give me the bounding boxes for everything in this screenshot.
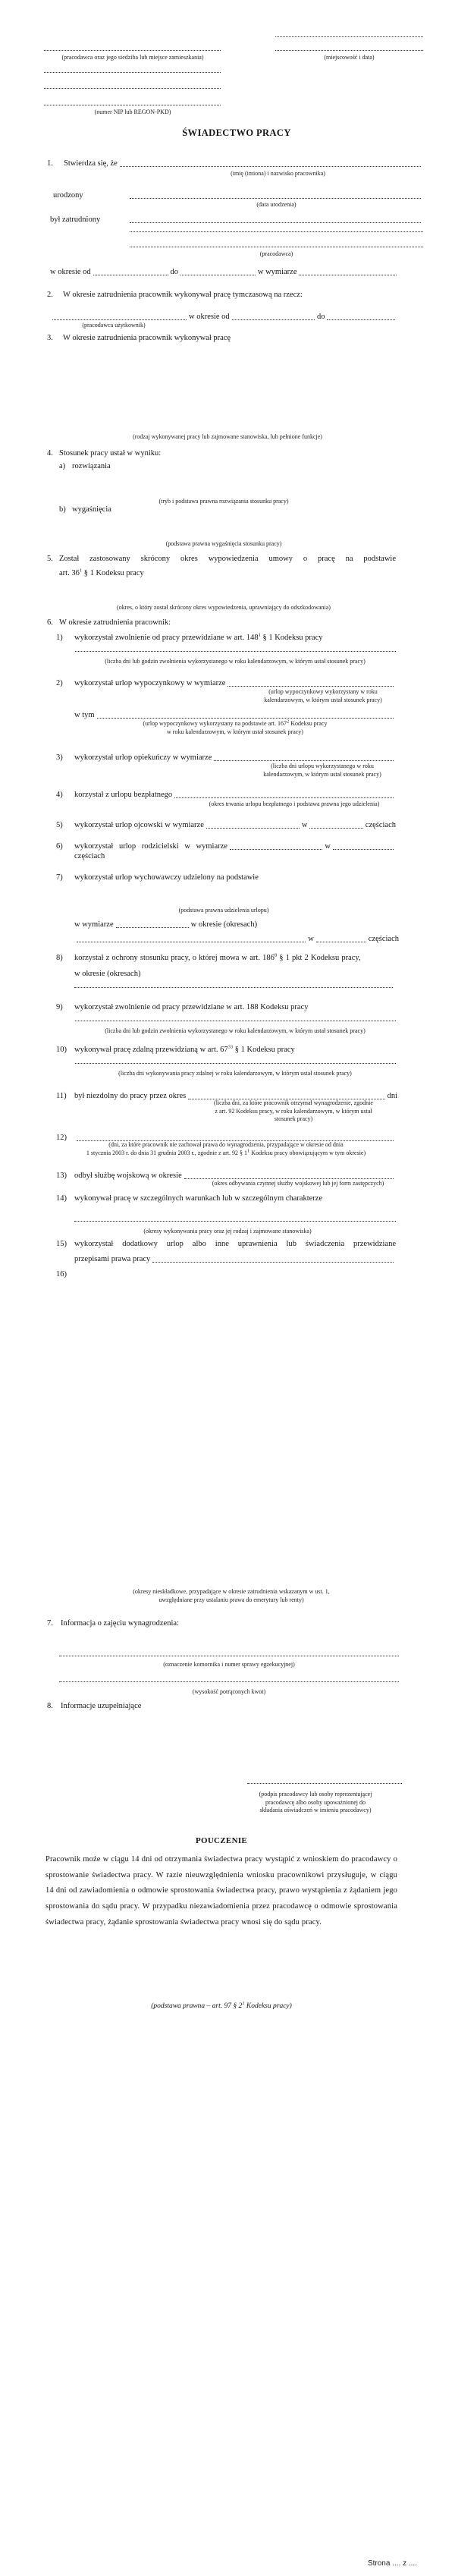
- item6-2-wtym-caption: [74, 720, 396, 736]
- item1-lead-text: Stwierdza się, że: [64, 159, 118, 168]
- item6-4-caption: (okres trwania urlopu bezpłatnego i podstawa prawna jego udzielenia): [209, 800, 380, 807]
- period-dimension-label: w wymiarze: [257, 268, 297, 276]
- item6-13-text: odbył służbę wojskową w okresie: [74, 1172, 182, 1180]
- item6-10-text: [74, 1045, 295, 1055]
- birth-date-field: [130, 198, 421, 199]
- employment-period-line: [50, 267, 399, 277]
- item6-12-cap2-sup: 1: [247, 1147, 250, 1153]
- item6-10-pre: wykonywał pracę zdalną przewidzianą w art. 67: [74, 1046, 228, 1054]
- item6-11-marker: 11): [56, 1092, 67, 1100]
- employer-name-caption: (pracodawca): [259, 250, 293, 257]
- item2-text: W okresie zatrudnienia pracownik wykonywał pracę tymczasową na rzecz:: [63, 291, 303, 299]
- item6-2-caption: [253, 688, 393, 704]
- work-type-caption: (rodzaj wykonywanej pracy lub zajmowane stanowiska, lub pełnione funkcje): [133, 433, 322, 440]
- item6-7-line2: [74, 920, 303, 929]
- item6-6-field2: [333, 849, 394, 850]
- item5-caption: (okres, o który został skrócony okres wypowiedzenia, uprawniający do odszkodowania): [117, 604, 331, 611]
- item6-14-caption: (okresy wykonywania pracy oraz jej rodzaj i zajmowane stanowiska): [143, 1228, 312, 1235]
- item6-15-text2: przepisami prawa pracy: [74, 1255, 151, 1263]
- item6-3-marker: 3): [56, 753, 63, 762]
- item5-text-line1: Został zastosowany skrócony okres wypowiedzenia umowy o pracę na podstawie: [59, 555, 396, 563]
- item7-number: 7.: [47, 1619, 53, 1628]
- item6-1-text: [74, 633, 322, 643]
- item6-5-marker: 5): [56, 821, 63, 829]
- item6-2-wtym-cap-post: Kodeksu pracy: [289, 720, 328, 727]
- item4b-caption: (podstawa prawna wygaśnięcia stosunku pracy): [165, 540, 282, 547]
- employer-name-field-2: [130, 231, 423, 232]
- signature-caption-line3: składania oświadczeń w imieniu pracodawcy): [259, 1807, 372, 1813]
- item6-14-line: [56, 1194, 423, 1203]
- item6-2-marker: 2): [56, 679, 63, 687]
- signature-field: [247, 1783, 402, 1784]
- employer-caption: (pracodawca oraz jego siedziba lub miejsce zamieszkania): [61, 54, 204, 61]
- item6-16-caption-line2: uwzględniane przy ustalaniu prawa do emerytury lub renty): [158, 1596, 304, 1603]
- item6-4-marker: 4): [56, 791, 63, 799]
- pouczenie-title: POUCZENIE: [195, 1836, 248, 1845]
- item6-5-field1: [206, 828, 300, 829]
- item6-13-marker: 13): [56, 1172, 67, 1180]
- born-label: urodzony: [53, 191, 83, 200]
- item6-3-line: [56, 753, 396, 763]
- item6-10-caption: (liczba dni wykonywania pracy zdalnej w roku kalendarzowym, w którym ustał stosunek pracy): [118, 1070, 352, 1077]
- item4a-text: rozwiązania: [72, 462, 111, 470]
- item7-text: Informacja o zajęciu wynagrodzenia:: [61, 1619, 179, 1628]
- item1-line: [47, 159, 423, 168]
- item6-15-line1: wykorzystał dodatkowy urlop albo inne uprawnienia lub świadczenia przewidziane: [74, 1240, 396, 1248]
- item6-3-field: [214, 760, 394, 761]
- item6-2-text: wykorzystał urlop wypoczynkowy w wymiarze: [74, 679, 226, 687]
- item6-9-caption: (liczba dni lub godzin zwolnienia wykorzystanego w roku kalendarzowym, w którym ustał stosunek pracy): [105, 1027, 366, 1034]
- item6-7-line3: [74, 934, 399, 944]
- item2-to-label: do: [316, 313, 325, 321]
- item7-caption2: (wysokość potrąconych kwot): [192, 1688, 266, 1695]
- place-date-field-line-2: [275, 50, 423, 51]
- signature-caption-line1: (podpis pracodawcy lub osoby reprezentującej: [259, 1791, 372, 1798]
- born-line: [53, 190, 423, 200]
- item6-7-caption: (podstawa prawna udzielenia urlopu): [178, 907, 269, 914]
- item6-1-post: § 1 Kodeksu pracy: [260, 634, 323, 642]
- item6-8-post: § 1 pkt 2 Kodeksu pracy,: [277, 954, 361, 962]
- item6-5-field2: [309, 828, 362, 829]
- item6-3-text: wykorzystał urlop opiekuńczy w wymiarze: [74, 753, 212, 762]
- item6-number: 6.: [47, 618, 53, 627]
- item6-10-sup: 33: [228, 1044, 234, 1050]
- item6-6-text2: w: [325, 842, 331, 851]
- item6-12-caption: [50, 1141, 402, 1157]
- employee-name-field: [120, 166, 421, 167]
- item6-12-caption-line1: (dni, za które pracownik nie zachował prawa do wynagrodzenia, przypadające w okresie od dnia: [108, 1141, 344, 1148]
- item4-number: 4.: [47, 449, 53, 458]
- period-from-label: w okresie od: [50, 268, 91, 276]
- item6-5-line: [56, 820, 396, 830]
- item5-art-post: § 1 Kodeksu pracy: [82, 569, 144, 577]
- item6-1-pre: wykorzystał zwolnienie od pracy przewidziane w art. 148: [74, 634, 259, 642]
- item6-13-caption: (okres odbywania czynnej służby wojskowej lub jej form zastępczych): [212, 1180, 384, 1187]
- item6-8-line2: w okresie (okresach): [74, 970, 141, 978]
- item6-3-caption-line1: (liczba dni urlopu wykorzystanego w roku: [271, 763, 374, 769]
- legal-basis-note: [46, 2002, 397, 2011]
- item6-6-line: [56, 841, 396, 851]
- item6-8-marker: 8): [56, 954, 63, 962]
- item6-2-caption-line2: kalendarzowym, w którym ustał stosunek pracy): [264, 696, 382, 703]
- item6-1-marker: 1): [56, 634, 63, 642]
- item6-12-marker: 12): [56, 1134, 67, 1142]
- item6-5-text2: w: [301, 821, 308, 829]
- user-employer-field: [52, 319, 187, 320]
- item6-8-text: [74, 953, 361, 963]
- item6-10-post: § 1 Kodeksu pracy: [233, 1046, 295, 1054]
- signature-caption: [240, 1791, 391, 1815]
- item5-art-pre: art. 36: [59, 569, 80, 577]
- item6-2-wtym-cap-pre: (urlop wypoczynkowy wykorzystany na podstawie art. 167: [143, 720, 287, 727]
- item8-line: [47, 1701, 423, 1711]
- item5-text-line2: [59, 568, 144, 578]
- employer-field-line-2: [44, 72, 221, 73]
- item6-2-wtym-caption-line1: [74, 720, 396, 728]
- item5-number: 5.: [47, 555, 53, 563]
- item6-7-line: [56, 873, 423, 882]
- item6-1-field: [75, 651, 396, 652]
- item6-6-text3: częściach: [74, 852, 105, 860]
- item6-7-l2b: w okresie (okresach): [190, 920, 258, 929]
- item6-2-wtym-field: [97, 718, 394, 719]
- item6-11-caption: [200, 1099, 387, 1124]
- item6-1-caption: (liczba dni lub godzin zwolnienia wykorzystanego w roku kalendarzowym, w którym ustał stosunek pracy): [105, 658, 366, 665]
- item6-1-line: [56, 633, 423, 643]
- item4-text: Stosunek pracy ustał w wyniku:: [59, 449, 162, 458]
- item4b-text: wygaśnięcia: [72, 505, 111, 514]
- item6-4-text: korzystał z urlopu bezpłatnego: [74, 791, 173, 799]
- item6-6-text1: wykorzystał urlop rodzicielski w wymiarze: [74, 842, 228, 851]
- item6-11-caption-line3: stosunek pracy): [274, 1115, 313, 1122]
- item6-8-line: [56, 953, 413, 963]
- item6-16-marker: 16): [56, 1270, 67, 1279]
- item6-9-text: wykorzystał zwolnienie od pracy przewidziane w art. 188 Kodeksu pracy: [74, 1003, 309, 1011]
- item3-number: 3.: [47, 334, 53, 342]
- item6-11-text: był niezdolny do pracy przez okres: [74, 1092, 187, 1100]
- item6-12-cap2-pre: 1 stycznia 2003 r. do dnia 31 grudnia 2003 r., zgodnie z art. 92 § 1: [86, 1149, 248, 1156]
- item6-7-text: wykorzystał urlop wychowawczy udzielony na podstawie: [74, 873, 259, 882]
- item4a-caption: (tryb i podstawa prawna rozwiązania stosunku pracy): [158, 498, 289, 505]
- item6-7-l3a: w: [308, 935, 314, 943]
- item4a-marker: a): [59, 462, 66, 470]
- item6-12-cap2-post: Kodeksu pracy obowiązującym w tym okresie): [249, 1149, 366, 1156]
- item4-line: [47, 448, 423, 458]
- employed-line: [50, 215, 423, 225]
- item6-2-caption-line1: (urlop wypoczynkowy wykorzystany w roku: [268, 688, 378, 695]
- legal-basis-pre: (podstawa prawna – art. 97 § 2: [151, 2002, 243, 2010]
- legal-basis-sup: 1: [242, 2000, 245, 2006]
- item6-6-marker: 6): [56, 842, 63, 851]
- item2-line: [47, 290, 423, 300]
- item6-9-line: [56, 1002, 423, 1012]
- item3-line: [47, 333, 423, 343]
- period-to-label: do: [170, 268, 179, 276]
- item5-art-sup: 1: [79, 568, 83, 574]
- item6-15-line2: [74, 1254, 396, 1264]
- item6-text: W okresie zatrudnienia pracownik:: [59, 618, 171, 627]
- place-date-caption: (miejscowość i data): [324, 54, 375, 61]
- item8-number: 8.: [47, 1702, 53, 1710]
- item2-from-label: w okresie od: [188, 313, 230, 321]
- item4a-line: [59, 461, 423, 471]
- item6-14-marker: 14): [56, 1194, 67, 1203]
- pouczenie-body: Pracownik może w ciągu 14 dni od otrzymania świadectwa pracy wystąpić z wnioskiem do pracodawcy o sprostowanie świadectwa pracy. W razie nieuwzględnienia wniosku pracownikowi przysługuje, w ciągu 14 dni od zawiadomienia o odmowie sprostowania świadectwa pracy, prawo wystąpienia z żądaniem jego sprostowania do sądu pracy. W przypadku niezawiadomienia przez pracodawcę o odmowie sprostowania świadectwa pracy, żądanie sprostowania świadectwa pracy wnosi się do sądu pracy.: [46, 1855, 397, 1926]
- item7-caption1: (oznaczenie komornika i numer sprawy egzekucyjnej): [163, 1661, 295, 1668]
- item6-11-caption-line1: (liczba dni, za które pracownik otrzymał wynagrodzenie, zgodnie: [214, 1099, 373, 1106]
- place-date-field-line-1: [275, 36, 423, 37]
- employer-field-line-1: [44, 50, 221, 51]
- item6-11-caption-line2: z art. 92 Kodeksu pracy, w roku kalendarzowym, w którym ustał: [215, 1107, 372, 1115]
- item6-5-text3: częściach: [365, 821, 396, 829]
- document-title: ŚWIADECTWO PRACY: [182, 127, 291, 138]
- item6-15-field: [152, 1262, 394, 1263]
- item6-2-wtym-line: [74, 710, 396, 720]
- item6-12-caption-line2: [50, 1147, 402, 1158]
- item1-number: 1.: [47, 159, 53, 168]
- item6-2-field: [228, 686, 394, 687]
- legal-basis-post: Kodeksu pracy): [244, 2002, 292, 2010]
- item2-from-field: [232, 319, 315, 320]
- item6-2-wtym-caption-line2: w roku kalendarzowym, w którym ustał stosunek pracy): [167, 728, 303, 735]
- page-number-footer: Strona .... z ....: [367, 2559, 417, 2568]
- signature-caption-line2: pracodawcę albo osoby upoważnionej do: [265, 1798, 366, 1806]
- user-employer-caption: (pracodawca użytkownik): [82, 322, 146, 329]
- item6-5-text1: wykorzystał urlop ojcowski w wymiarze: [74, 821, 204, 829]
- item8-text: Informacje uzupełniające: [61, 1702, 142, 1710]
- item6-9-marker: 9): [56, 1003, 63, 1011]
- item6-14-field: [74, 1221, 396, 1222]
- employer-field-line-3: [44, 88, 221, 89]
- item6-1-sup: 1: [258, 632, 261, 638]
- item2-number: 2.: [47, 291, 53, 299]
- item6-8-pre: korzystał z ochrony stosunku pracy, o której mowa w art. 186: [74, 954, 275, 962]
- employed-label: był zatrudniony: [50, 215, 101, 224]
- item6-2-wtym-label: w tym: [74, 711, 95, 719]
- item6-7-marker: 7): [56, 873, 63, 882]
- item6-10-line: [56, 1045, 423, 1055]
- employee-name-caption: (imię (imiona) i nazwisko pracownika): [231, 170, 325, 177]
- item6-6-field1: [230, 849, 322, 850]
- item6-16-caption: [61, 1588, 402, 1604]
- item6-7-l2a: w wymiarze: [74, 920, 114, 929]
- item6-15-marker: 15): [56, 1240, 67, 1248]
- item6-10-marker: 10): [56, 1046, 67, 1054]
- item6-4-line: [56, 790, 396, 800]
- birth-date-caption: (data urodzenia): [256, 201, 297, 208]
- item4b-line: [59, 505, 423, 514]
- item6-2-line: [56, 678, 396, 688]
- item6-16-caption-line1: (okresy nieskładkowe, przypadające w okresie zatrudnienia wskazanym w ust. 1,: [133, 1588, 330, 1595]
- nip-caption: (numer NIP lub REGON-PKD): [94, 109, 171, 115]
- item6-10-field: [75, 1063, 396, 1064]
- item6-7-l3b: częściach: [368, 935, 399, 943]
- item6-2-wtym-cap-sup: 2: [287, 719, 290, 725]
- item6-8-field: [74, 987, 393, 988]
- employer-name-field-1: [130, 222, 421, 223]
- item6-11-tail: dni: [387, 1092, 397, 1100]
- item6-7-field1: [116, 927, 189, 928]
- item6-3-caption: [250, 763, 394, 778]
- item6-14-text: wykonywał pracę w szczególnych warunkach lub w szczególnym charakterze: [74, 1194, 323, 1203]
- item7-line: [47, 1618, 423, 1628]
- item3-text: W okresie zatrudnienia pracownik wykonywał pracę: [63, 334, 231, 342]
- item6-4-field: [174, 797, 394, 798]
- item6-8-sup: 8: [274, 952, 278, 958]
- item6-line: [47, 618, 423, 627]
- item2-to-field: [327, 319, 395, 320]
- item7-field2: [59, 1681, 399, 1682]
- item4b-marker: b): [59, 505, 66, 514]
- item6-3-caption-line2: kalendarzowym, w którym ustał stosunek pracy): [263, 770, 381, 778]
